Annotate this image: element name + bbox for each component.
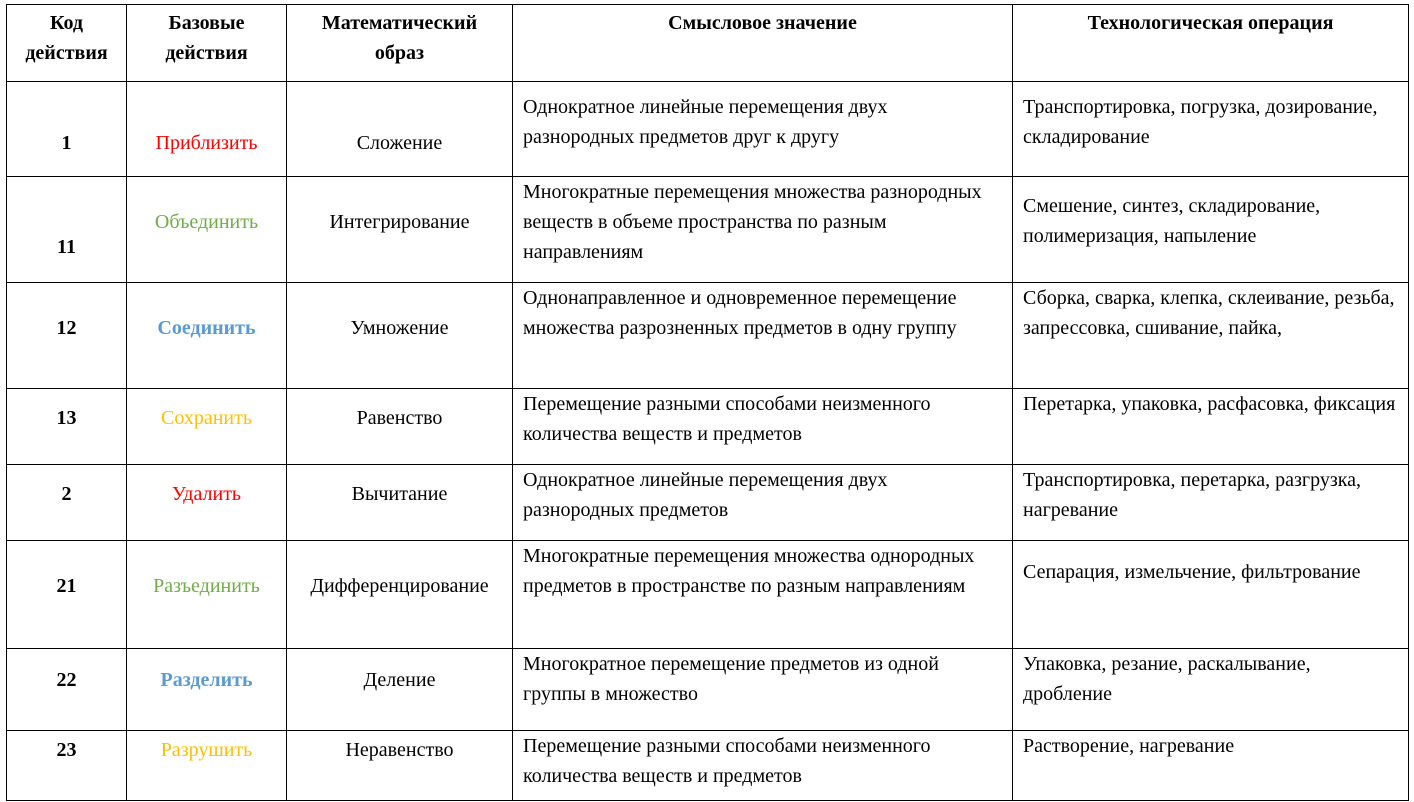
row-action: Приблизить xyxy=(127,82,287,177)
row-operation: Растворение, нагревание xyxy=(1013,731,1409,801)
row-math: Интегрирование xyxy=(287,177,513,283)
table-row xyxy=(7,731,1409,801)
table-row xyxy=(7,541,1409,649)
row-meaning: Однократное линейные перемещения двух разнородных предметов xyxy=(513,465,1013,541)
row-math: Равенство xyxy=(287,389,513,465)
row-meaning: Однонаправленное и одновременное перемещение множества разрозненных предметов в одну группу xyxy=(513,283,1013,389)
row-operation: Смешение, синтез, складирование, полимеризация, напыление xyxy=(1013,177,1409,283)
row-action: Разрушить xyxy=(127,731,287,801)
row-code: 22 xyxy=(7,649,127,731)
row-code: 2 xyxy=(7,465,127,541)
row-code: 1 xyxy=(7,82,127,177)
table-row xyxy=(7,82,1409,177)
row-operation: Транспортировка, погрузка, дозирование, складирование xyxy=(1013,82,1409,177)
row-math: Неравенство xyxy=(287,731,513,801)
row-operation: Упаковка, резание, раскалывание, дробление xyxy=(1013,649,1409,731)
row-meaning: Однократное линейные перемещения двух разнородных предметов друг к другу xyxy=(513,82,1013,177)
row-operation: Транспортировка, перетарка, разгрузка, нагревание xyxy=(1013,465,1409,541)
row-meaning: Многократные перемещения множества разнородных веществ в объеме пространства по разным направлениям xyxy=(513,177,1013,283)
table-row xyxy=(7,283,1409,389)
actions-table xyxy=(6,4,1409,801)
row-operation: Сборка, сварка, клепка, склеивание, резьба, запрессовка, сшивание, пайка, xyxy=(1013,283,1409,389)
row-operation: Перетарка, упаковка, расфасовка, фиксация xyxy=(1013,389,1409,465)
header-math-image: Математический образ xyxy=(287,5,513,82)
row-math: Сложение xyxy=(287,82,513,177)
row-math: Умножение xyxy=(287,283,513,389)
row-code: 13 xyxy=(7,389,127,465)
table-row xyxy=(7,177,1409,283)
header-base-actions: Базовые действия xyxy=(127,5,287,82)
table-row xyxy=(7,465,1409,541)
row-action: Разделить xyxy=(127,649,287,731)
row-math: Вычитание xyxy=(287,465,513,541)
row-action: Соединить xyxy=(127,283,287,389)
row-code: 23 xyxy=(7,731,127,801)
header-row xyxy=(7,5,1409,82)
row-action: Объединить xyxy=(127,177,287,283)
row-operation: Сепарация, измельчение, фильтрование xyxy=(1013,541,1409,649)
header-operation: Технологическая операция xyxy=(1013,5,1409,82)
header-code: Код действия xyxy=(7,5,127,82)
row-code: 11 xyxy=(7,177,127,283)
row-action: Удалить xyxy=(127,465,287,541)
row-meaning: Перемещение разными способами неизменного количества веществ и предметов xyxy=(513,731,1013,801)
row-meaning: Многократное перемещение предметов из одной группы в множество xyxy=(513,649,1013,731)
table-row xyxy=(7,389,1409,465)
row-code: 12 xyxy=(7,283,127,389)
table-row xyxy=(7,649,1409,731)
row-math: Дифференцирование xyxy=(287,541,513,649)
row-meaning: Перемещение разными способами неизменного количества веществ и предметов xyxy=(513,389,1013,465)
row-code: 21 xyxy=(7,541,127,649)
row-math: Деление xyxy=(287,649,513,731)
row-action: Разъединить xyxy=(127,541,287,649)
header-meaning: Смысловое значение xyxy=(513,5,1013,82)
row-action: Сохранить xyxy=(127,389,287,465)
row-meaning: Многократные перемещения множества однородных предметов в пространстве по разным направлениям xyxy=(513,541,1013,649)
